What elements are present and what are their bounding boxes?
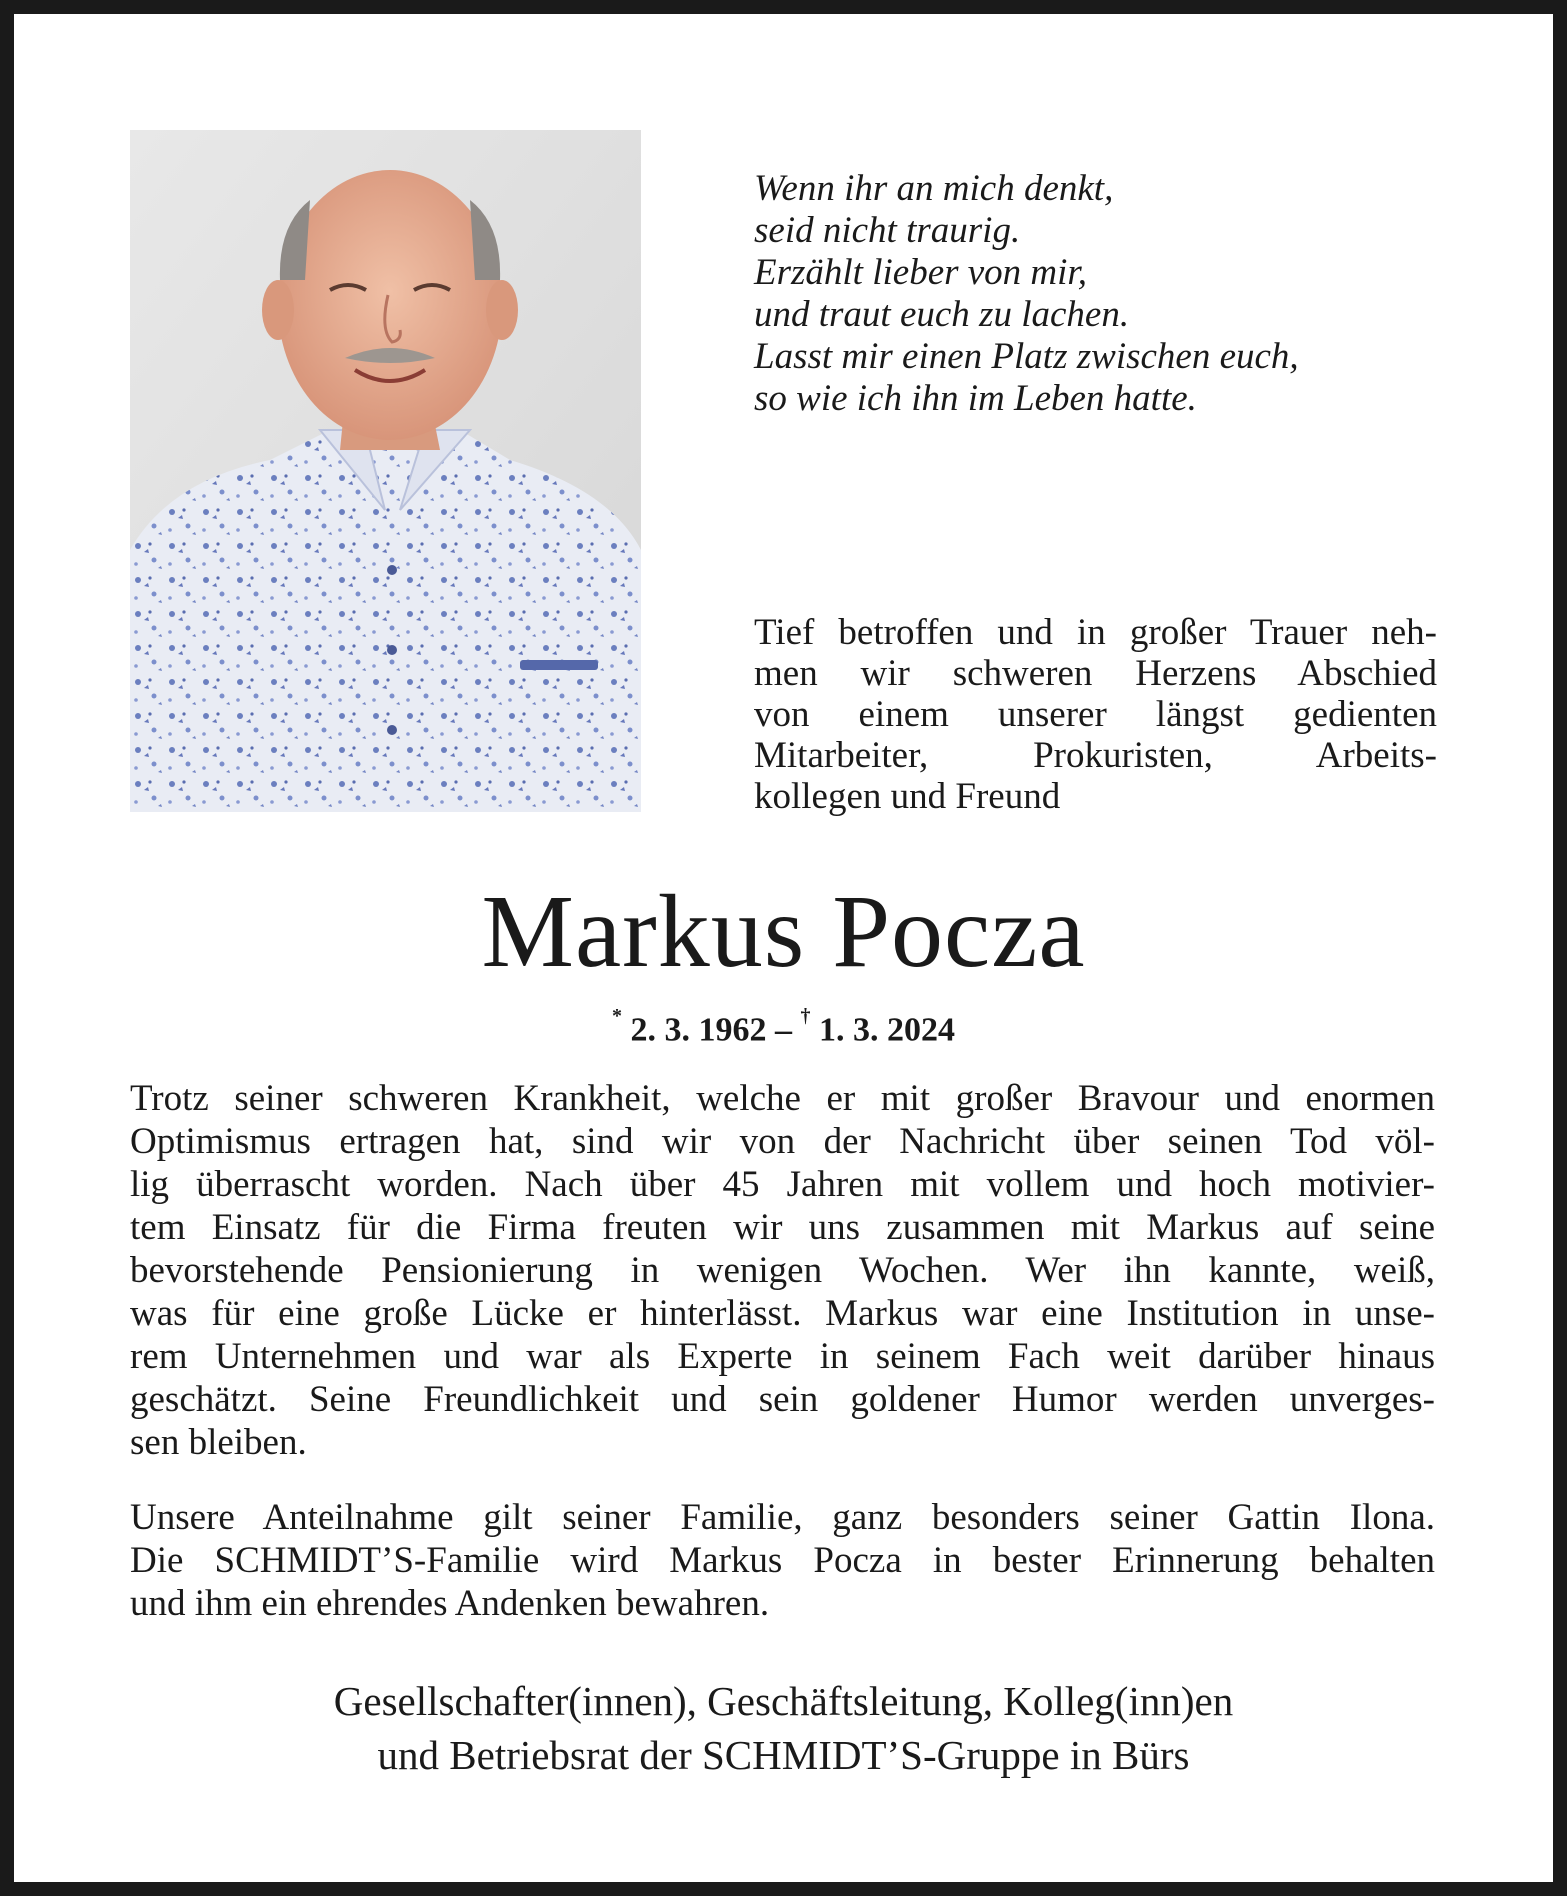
body-line: lig überrascht worden. Nach über 45 Jahren mit vollem und hoch motivier- xyxy=(130,1164,1435,1205)
intro-line: Mitarbeiter, Prokuristen, Arbeits- xyxy=(754,735,1437,776)
poem-line: Erzählt lieber von mir, xyxy=(754,252,1087,293)
signature xyxy=(0,1674,1567,1782)
death-date: 1. 3. 2024 xyxy=(819,1011,955,1049)
date-separator: – xyxy=(766,1011,801,1049)
intro-line: men wir schweren Herzens Abschied xyxy=(754,653,1437,694)
poem-line: seid nicht traurig. xyxy=(754,210,1021,251)
body-paragraph-1 xyxy=(130,1077,1435,1464)
body-line: tem Einsatz für die Firma freuten wir uns zusammen mit Markus auf seine xyxy=(130,1207,1435,1248)
body-line: sen bleiben. xyxy=(130,1422,307,1463)
body-paragraph-2 xyxy=(130,1496,1435,1625)
body-line: Unsere Anteilnahme gilt seiner Familie, ganz besonders seiner Gattin Ilona. xyxy=(130,1497,1435,1538)
portrait-photo xyxy=(130,130,641,812)
signature-line-2: und Betriebsrat der SCHMIDT’S-Gruppe in Bürs xyxy=(377,1732,1190,1778)
body-line: rem Unternehmen und war als Experte in seinem Fach weit darüber hinaus xyxy=(130,1336,1435,1377)
intro-line: kollegen und Freund xyxy=(754,776,1061,817)
body-line: geschätzt. Seine Freundlichkeit und sein goldener Humor werden unverges- xyxy=(130,1379,1435,1420)
birth-date: 2. 3. 1962 xyxy=(630,1011,767,1049)
poem-line: und traut euch zu lachen. xyxy=(754,294,1130,335)
body-line: und ihm ein ehrendes Andenken bewahren. xyxy=(130,1583,770,1624)
body-line: Optimismus ertragen hat, sind wir von der Nachricht über seinen Tod völ- xyxy=(130,1121,1435,1162)
intro-paragraph xyxy=(754,612,1437,817)
body-line: was für eine große Lücke er hinterlässt. Markus war eine Institution in unse- xyxy=(130,1293,1435,1334)
poem-line: Lasst mir einen Platz zwischen euch, xyxy=(754,336,1299,377)
body-line: Trotz seiner schweren Krankheit, welche er mit großer Bravour und enormen xyxy=(130,1078,1435,1119)
poem xyxy=(754,168,1454,420)
body-line: bevorstehende Pensionierung in wenigen Wochen. Wer ihn kannte, weiß, xyxy=(130,1250,1435,1291)
poem-line: Wenn ihr an mich denkt, xyxy=(754,168,1114,209)
poem-line: so wie ich ihn im Leben hatte. xyxy=(754,378,1197,419)
death-symbol: † xyxy=(800,1005,811,1027)
intro-line: Tief betroffen und in großer Trauer neh- xyxy=(754,612,1437,653)
deceased-name: Markus Pocza xyxy=(481,874,1086,989)
life-dates xyxy=(0,1000,1567,1052)
signature-line-1: Gesellschafter(innen), Geschäftsleitung, Kolleg(inn)en xyxy=(333,1678,1234,1724)
birth-symbol: * xyxy=(612,1005,622,1027)
intro-line: von einem unserer längst gedienten xyxy=(754,694,1437,735)
body-line: Die SCHMIDT’S-Familie wird Markus Pocza in bester Erinnerung behalten xyxy=(130,1540,1435,1581)
portrait-illustration xyxy=(130,130,641,812)
